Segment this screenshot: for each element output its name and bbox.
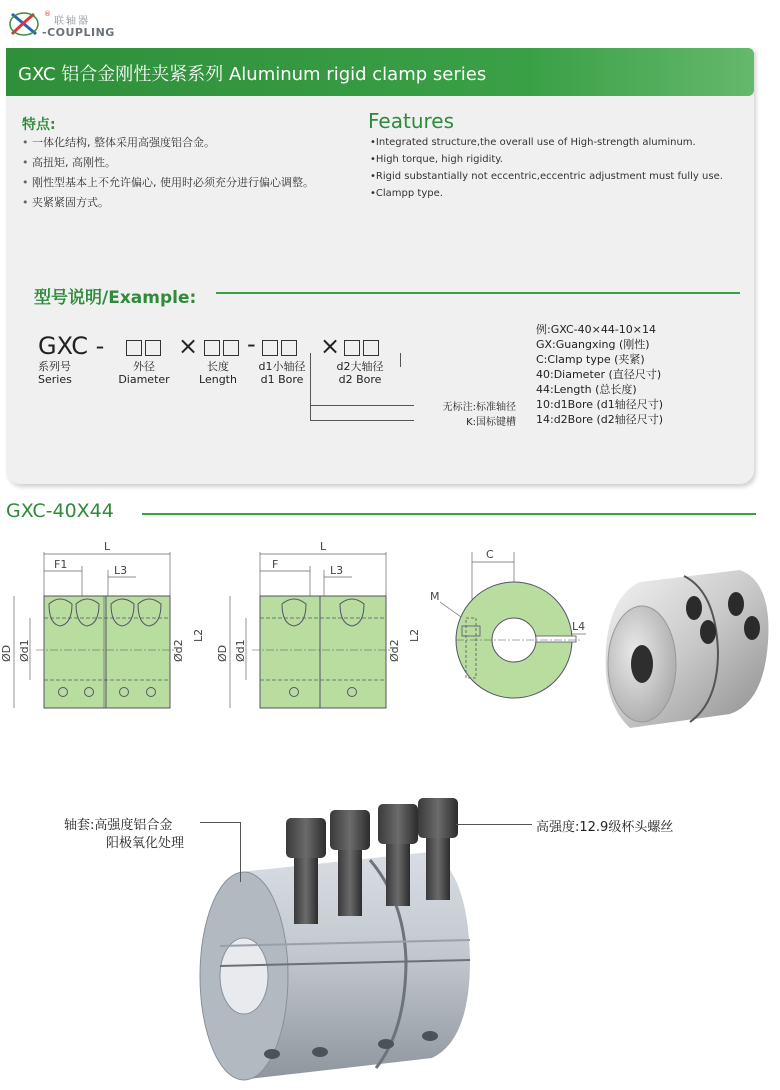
model-d2-boxes: [344, 337, 382, 356]
model-length-boxes: [204, 337, 242, 356]
leader-line: [310, 353, 311, 421]
dim-L4: L4: [572, 620, 586, 633]
dim-D: ØD: [216, 644, 229, 662]
list-item: 44:Length (总长度): [536, 383, 637, 396]
list-item: • 一体化结构, 整体采用高强度铝合金。: [22, 136, 215, 149]
example-explanation: [536, 322, 663, 427]
brand-name-en: -COUPLING: [42, 26, 115, 39]
list-item: • 刚性型基本上不允许偏心, 使用时必须充分进行偏心调整。: [22, 176, 314, 189]
list-item: • 高扭矩, 高刚性。: [22, 156, 116, 169]
callout-sleeve-line1: 轴套:高强度铝合金: [64, 818, 173, 833]
coupling-photo: [600, 552, 776, 728]
coupling-assembly-illustration: [180, 790, 480, 1082]
list-item: •Clampp type.: [370, 188, 443, 199]
list-item: 例:GXC-40×44-10×14: [536, 323, 657, 336]
dim-L3: L3: [114, 564, 128, 577]
dim-L: L: [320, 540, 327, 553]
note-standard-bore: 无标注:标准轴径: [442, 402, 516, 413]
callout-leader: [240, 822, 241, 882]
list-item: 40:Diameter (直径尺寸): [536, 368, 662, 381]
dim-L3: L3: [330, 564, 344, 577]
times-sign-2: ×: [320, 332, 341, 360]
drawing-side-view: [420, 540, 600, 720]
callout-leader: [200, 822, 240, 823]
list-item: C:Clamp type (夹紧): [536, 353, 645, 366]
page-title: GXC 铝合金刚性夹紧系列 Aluminum rigid clamp series: [18, 64, 487, 85]
dim-C: C: [486, 548, 494, 561]
label-d1-bore: d1小轴径 d1 Bore: [258, 360, 306, 386]
intro-panel: [6, 48, 754, 484]
dim-F: F: [272, 558, 279, 571]
leader-line: [400, 353, 401, 367]
list-item: •Rigid substantially not eccentric,eccentric adjustment must fully use.: [370, 171, 723, 182]
dim-d1: Ød1: [234, 639, 247, 662]
list-item: •Integrated structure,the overall use of High-strength aluminum.: [370, 137, 696, 148]
list-item: • 夹紧紧固方式。: [22, 196, 109, 209]
model-prefix: GXC -: [38, 332, 105, 360]
dim-L: L: [104, 540, 111, 553]
example-divider: [216, 292, 740, 294]
dim-L2: L2: [192, 628, 205, 642]
features-cn-heading: 特点:: [22, 117, 56, 133]
label-length: 长度 Length: [199, 360, 237, 386]
features-en-heading: Features: [368, 109, 454, 133]
model-section-title: GXC-40X44: [6, 500, 114, 522]
registered-mark: ®: [44, 10, 51, 18]
features-cn-list: [22, 133, 314, 213]
dim-d2: Ød2: [388, 639, 401, 662]
note-keyway: K:国标键槽: [466, 417, 516, 428]
dim-M: M: [430, 590, 440, 603]
leader-line: [310, 420, 414, 421]
title-bar: [6, 48, 754, 96]
label-series: 系列号 Series: [38, 360, 72, 386]
list-item: 10:d1Bore (d1轴径尺寸): [536, 398, 664, 411]
dim-D: ØD: [0, 644, 13, 662]
brand-logo: [8, 8, 118, 44]
example-heading: 型号说明/Example:: [34, 288, 197, 308]
model-diameter-boxes: [126, 337, 164, 356]
drawing-front-view-1: [0, 540, 210, 720]
features-en-list: [370, 134, 723, 202]
times-sign-1: ×: [178, 332, 199, 360]
model-d1-boxes: [262, 337, 300, 356]
brand-name-cn: 联轴器: [54, 16, 90, 27]
drawing-front-view-2: [216, 540, 426, 720]
list-item: GX:Guangxing (刚性): [536, 338, 650, 351]
dim-d2: Ød2: [172, 639, 185, 662]
logo-mark-icon: [8, 10, 40, 38]
dash-sign: -: [247, 330, 256, 358]
list-item: 14:d2Bore (d2轴径尺寸): [536, 413, 664, 426]
callout-sleeve-line2: 阳极氧化处理: [106, 836, 185, 851]
model-code: [38, 332, 104, 360]
dim-F1: F1: [54, 558, 68, 571]
dim-d1: Ød1: [18, 639, 31, 662]
label-d2-bore: d2大轴径 d2 Bore: [336, 360, 384, 386]
label-diameter: 外径 Diameter: [118, 360, 170, 386]
callout-leader: [456, 824, 532, 825]
leader-line: [310, 405, 414, 406]
model-section-divider: [142, 513, 756, 515]
callout-screw: 高强度:12.9级杯头螺丝: [536, 820, 674, 835]
dim-L2: L2: [408, 628, 421, 642]
list-item: •High torque, high rigidity.: [370, 154, 503, 165]
